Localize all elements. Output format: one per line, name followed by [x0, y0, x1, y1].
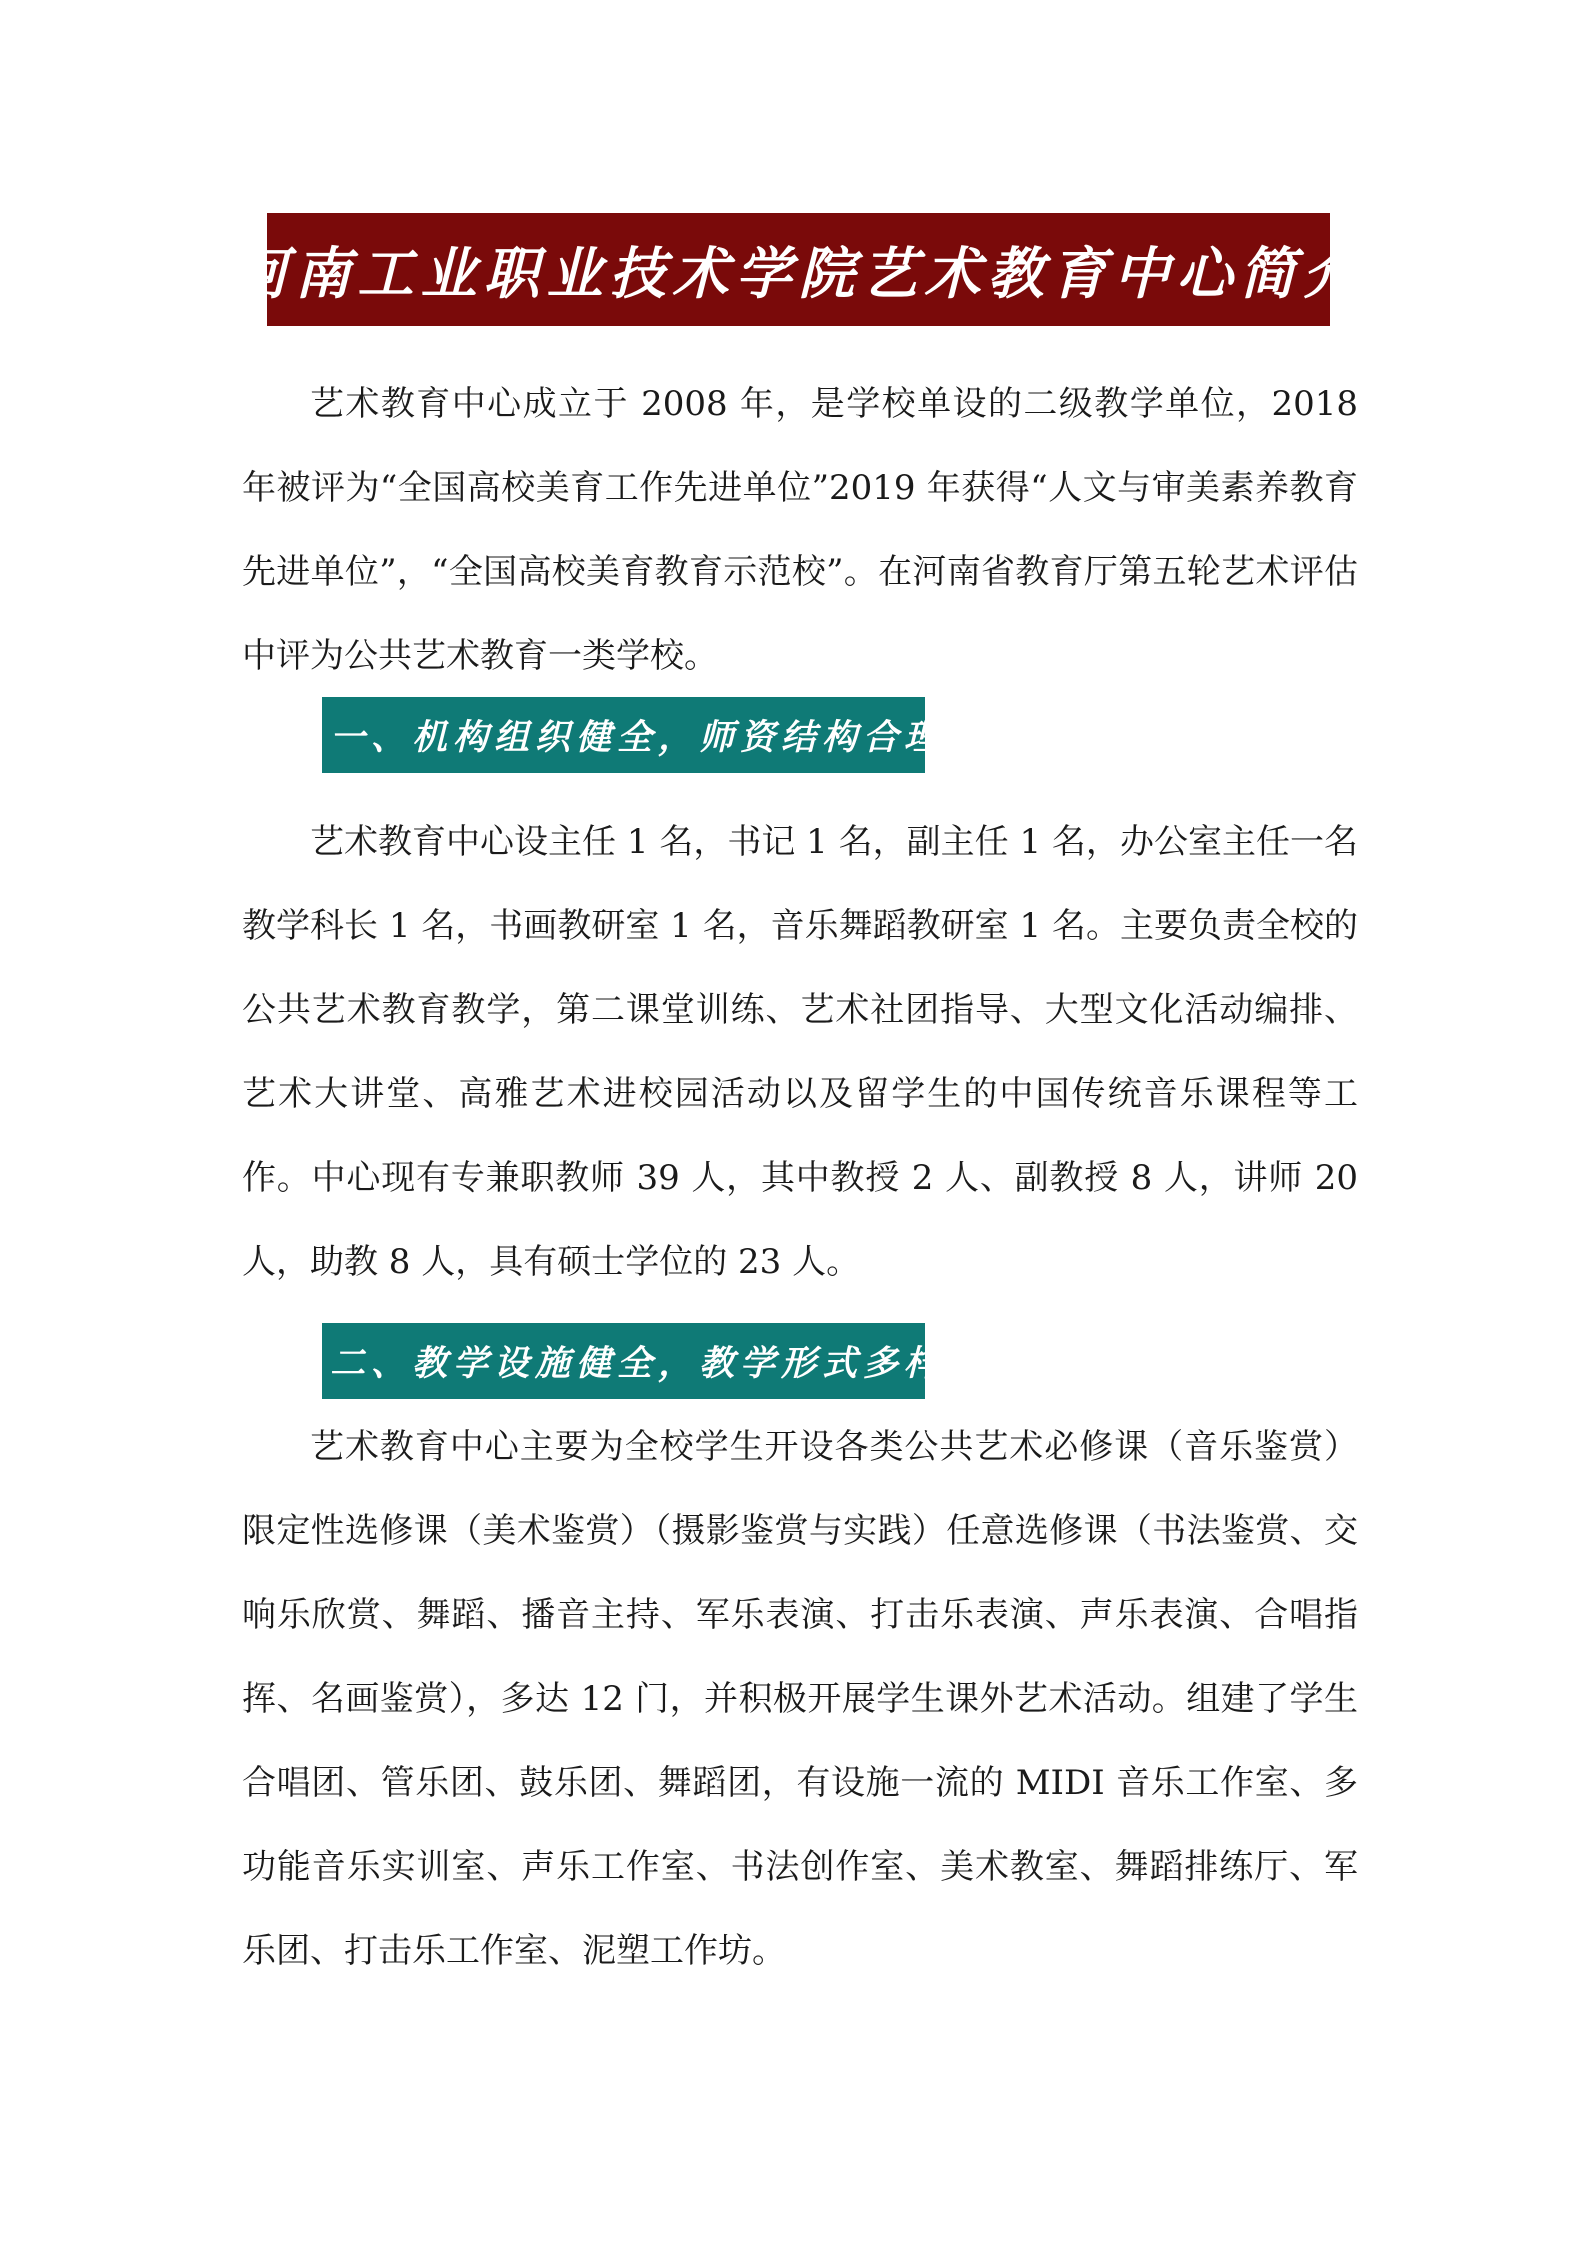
page-title: 河南工业职业技术学院艺术教育中心简介: [231, 240, 1366, 307]
section-1-paragraph: 艺术教育中心设主任 1 名，书记 1 名，副主任 1 名，办公室主任一名教学科长 1 名，书画教研室 1 名，音乐舞蹈教研室 1 名。主要负责全校的公共艺术教育教学，第二课堂训练、艺术社团指导、大型文化活动编排、艺术大讲堂、高雅艺术进校园活动以及留学生的中国传统音乐课程等工作。中心现有专兼职教师 39 人，其中教授 2 人、副教授 8 人，讲师 20 人，助教 8 人，具有硕士学位的 23 人。: [242, 822, 1358, 1282]
section-heading-1: [322, 697, 946, 773]
intro-paragraph: 艺术教育中心成立于 2008 年，是学校单设的二级教学单位，2018 年被评为“全国高校美育工作先进单位”2019 年获得“人文与审美素养教育先进单位”，“全国高校美育教育示范校”。在河南省教育厅第五轮艺术评估中评为公共艺术教育一类学校。: [242, 384, 1358, 676]
section-heading-text: 二、教学设施健全，教学形式多样: [330, 1343, 946, 1384]
title-banner: [231, 213, 1366, 326]
section-heading-text: 一、机构组织健全，师资结构合理: [330, 717, 946, 758]
section-2-paragraph: 艺术教育中心主要为全校学生开设各类公共艺术必修课（音乐鉴赏）限定性选修课（美术鉴赏）（摄影鉴赏与实践）任意选修课（书法鉴赏、交响乐欣赏、舞蹈、播音主持、军乐表演、打击乐表演、声乐表演、合唱指挥、名画鉴赏），多达 12 门，并积极开展学生课外艺术活动。组建了学生合唱团、管乐团、鼓乐团、舞蹈团，有设施一流的 MIDI 音乐工作室、多功能音乐实训室、声乐工作室、书法创作室、美术教室、舞蹈排练厅、军乐团、打击乐工作室、泥塑工作坊。: [242, 1427, 1358, 1971]
section-heading-2: [322, 1323, 946, 1399]
